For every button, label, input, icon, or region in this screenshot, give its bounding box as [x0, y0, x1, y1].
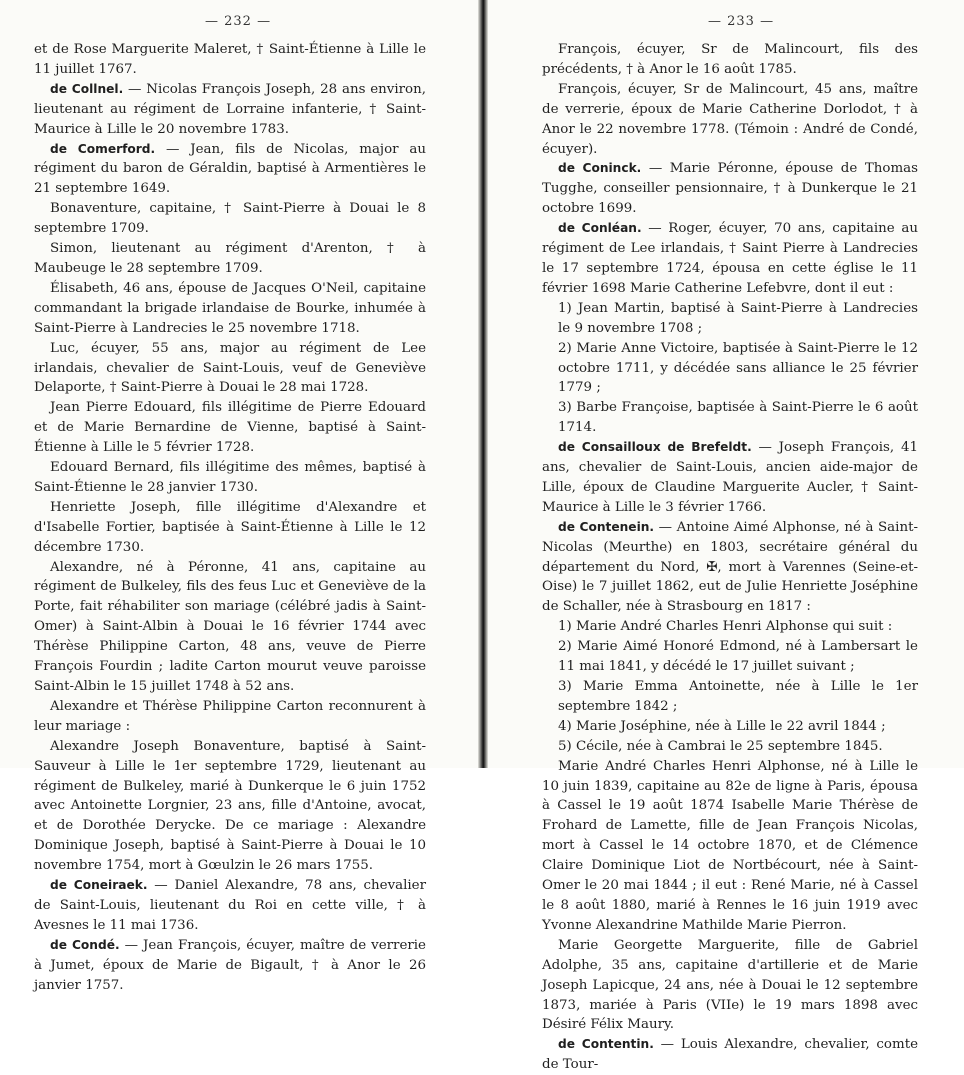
entry-text: François, écuyer, Sr de Malincourt, 45 ans, maître de verrerie, époux de Marie Catherine Dorlodot, † à Anor le 22 novembre 1778. (Témoin : André de Condé, écuyer). [542, 81, 918, 157]
list-item [542, 398, 918, 438]
entry-text: Henriette Joseph, fille illégitime d'Alexandre et d'Isabelle Fortier, baptisée à Saint-Étienne à Lille le 12 décembre 1730. [34, 499, 426, 555]
entry-text: — Roger, écuyer, 70 ans, capitaine au régiment de Lee irlandais, † Saint Pierre à Landrecies le 17 septembre 1724, épousa en cette église le 11 février 1698 Marie Catherine Lefebvre, dont il eut : [542, 221, 918, 296]
entry-text: 3) Barbe Françoise, baptisée à Saint-Pierre le 6 août 1714. [558, 400, 918, 436]
entry-text: — Jean, fils de Nicolas, major au régiment du baron de Géraldin, baptisé à Armentières le 21 septembre 1649. [34, 141, 426, 197]
left-page [0, 0, 482, 993]
entry-text: Élisabeth, 46 ans, épouse de Jacques O'Neil, capitaine commandant la brigade irlandaise de Bourke, inhumée à Saint-Pierre à Landrecies le 25 novembre 1718. [34, 280, 426, 336]
entry-paragraph [542, 518, 918, 618]
entry-paragraph [34, 737, 426, 876]
page-text [34, 40, 426, 996]
family-name: de Coneiraek. [50, 878, 148, 893]
page-number: — 233 — [708, 14, 775, 29]
entry-paragraph [34, 876, 426, 936]
list-item [542, 677, 918, 717]
entry-text: — Louis Alexandre, chevalier, comte de Tour- [542, 1037, 919, 1073]
page-text [542, 40, 918, 1075]
entry-paragraph [34, 199, 426, 239]
family-name: de Comerford. [50, 141, 156, 156]
entry-paragraph [34, 458, 426, 498]
entry-text: 4) Marie Joséphine, née à Lille le 22 avril 1844 ; [558, 718, 886, 734]
entry-text: Marie André Charles Henri Alphonse, né à Lille le 10 juin 1839, capitaine au 82e de ligne à Paris, épousa à Cassel le 19 août 1874 Isabelle Marie Thérèse de Frohard de Lamette, fille de Jean François Nicolas, mort à Cassel le 14 octobre 1870, et de Clémence Claire Dominique Liot de Nortbécourt, née à Saint-Omer le 20 mai 1844 ; il eut : René Marie, né à Cassel le 8 août 1880, marié à Rennes le 16 juin 1919 avec Yvonne Alexandrine Mathilde Marie Pierron. [542, 758, 918, 933]
entry-paragraph [542, 438, 918, 518]
entry-text: 2) Marie Aimé Honoré Edmond, né à Lambersart le 11 mai 1841, y décédé le 17 juillet suivant ; [558, 639, 918, 675]
entry-text: 1) Jean Martin, baptisé à Saint-Pierre à Landrecies le 9 novembre 1708 ; [558, 300, 918, 336]
list-item [542, 339, 918, 399]
family-name: de Coninck. [558, 161, 642, 176]
entry-text: Alexandre, né à Péronne, 41 ans, capitaine au régiment de Bulkeley, fils des feus Luc et Geneviève de la Porte, fait réhabiliter son mariage (célébré jadis à Saint-Omer) à Saint-Albin à Douai le 16 février 1744 avec Thérèse Philippine Carton, 48 ans, veuve de Pierre François Fourdin ; ladite Carton mourut veuve paroisse Saint-Albin le 15 juillet 1748 à 52 ans. [34, 559, 426, 694]
entry-text: Alexandre et Thérèse Philippine Carton reconnurent à leur mariage : [34, 698, 426, 734]
entry-text: 2) Marie Anne Victoire, baptisée à Saint-Pierre le 12 octobre 1711, y décédée sans alliance le 25 février 1779 ; [558, 340, 918, 396]
list-item [542, 637, 918, 677]
family-name: de Conléan. [558, 221, 642, 236]
entry-paragraph [34, 498, 426, 558]
family-name: de Condé. [50, 937, 120, 952]
entry-text: Marie Georgette Marguerite, fille de Gabriel Adolphe, 35 ans, capitaine d'artillerie et de Marie Joseph Lapicque, 24 ans, née à Douai le 12 septembre 1873, mariée à Paris (VIIe) le 19 mars 1898 avec Désiré Félix Maury. [542, 937, 918, 1033]
entry-text: — Marie Péronne, épouse de Thomas Tugghe, conseiller pensionnaire, † à Dunkerque le 21 octobre 1699. [542, 161, 918, 217]
entry-text: — Daniel Alexandre, 78 ans, chevalier de Saint-Louis, lieutenant du Roi en cette ville, † à Avesnes le 11 mai 1736. [34, 878, 427, 933]
entry-paragraph [34, 239, 426, 279]
entry-paragraph [542, 757, 918, 936]
entry-paragraph [34, 936, 426, 996]
entry-text: et de Rose Marguerite Maleret, † Saint-Étienne à Lille le 11 juillet 1767. [34, 42, 426, 77]
entry-text: 1) Marie André Charles Henri Alphonse qui suit : [558, 619, 893, 635]
list-item [542, 737, 918, 757]
entry-text: Simon, lieutenant au régiment d'Arenton, † à Maubeuge le 28 septembre 1709. [34, 241, 426, 276]
family-name: de Collnel. [50, 81, 124, 96]
entry-paragraph [34, 558, 426, 697]
entry-text: François, écuyer, Sr de Malincourt, fils des précédents, † à Anor le 16 août 1785. [542, 42, 918, 77]
list-item [542, 617, 918, 637]
entry-text: — Jean François, écuyer, maître de verrerie à Jumet, époux de Marie de Bigault, † à Anor le 26 janvier 1757. [34, 937, 426, 993]
entry-paragraph [34, 140, 426, 200]
entry-paragraph [34, 40, 426, 80]
entry-paragraph [542, 1035, 918, 1075]
entry-text: — Antoine Aimé Alphonse, né à Saint-Nicolas (Meurthe) en 1803, secrétaire général du département du Nord, ✠, mort à Varennes (Seine-et-Oise) le 7 juillet 1862, eut de Julie Henriette Joséphine de Schaller, née à Strasbourg en 1817 : [542, 519, 918, 615]
entry-paragraph [542, 219, 918, 299]
entry-paragraph [542, 40, 918, 80]
entry-text: 5) Cécile, née à Cambrai le 25 septembre 1845. [558, 738, 883, 754]
entry-paragraph [34, 279, 426, 339]
entry-paragraph [542, 936, 918, 1036]
entry-text: Jean Pierre Edouard, fils illégitime de Pierre Edouard et de Marie Bernardine de Vienne, baptisé à Saint-Étienne à Lille le 5 février 1728. [34, 400, 426, 456]
entry-text: — Nicolas François Joseph, 28 ans environ, lieutenant au régiment de Lorraine infanterie, † Saint-Maurice à Lille le 20 novembre 1783. [34, 81, 426, 137]
page-number: — 232 — [205, 14, 272, 29]
family-name: de Contenein. [558, 519, 655, 534]
entry-text: — Joseph François, 41 ans, chevalier de Saint-Louis, ancien aide-major de Lille, époux de Claudine Marguerite Aucler, † Saint-Maurice à Lille le 3 février 1766. [542, 440, 918, 515]
entry-paragraph [34, 697, 426, 737]
entry-text: Edouard Bernard, fils illégitime des mêmes, baptisé à Saint-Étienne le 28 janvier 1730. [34, 460, 426, 495]
entry-paragraph [34, 339, 426, 399]
entry-text: Luc, écuyer, 55 ans, major au régiment de Lee irlandais, chevalier de Saint-Louis, veuf de Geneviève Delaporte, † Saint-Pierre à Douai le 28 mai 1728. [34, 340, 426, 396]
family-name: de Contentin. [558, 1037, 654, 1052]
entry-paragraph [542, 159, 918, 219]
entry-paragraph [34, 80, 426, 140]
right-page [486, 0, 964, 1073]
entry-text: 3) Marie Emma Antoinette, née à Lille le 1er septembre 1842 ; [558, 679, 918, 714]
entry-paragraph [542, 80, 918, 160]
entry-text: Alexandre Joseph Bonaventure, baptisé à Saint-Sauveur à Lille le 1er septembre 1729, lieutenant au régiment de Bulkeley, marié à Dunkerque le 6 juin 1752 avec Antoinette Lorgnier, 23 ans, fille d'Antoine, avocat, et de Dorothée Derycke. De ce mariage : Alexandre Dominique Joseph, baptisé à Saint-Pierre à Douai le 10 novembre 1754, mort à Gœulzin le 26 mars 1755. [34, 738, 426, 874]
list-item [542, 717, 918, 737]
entry-text: Bonaventure, capitaine, † Saint-Pierre à Douai le 8 septembre 1709. [34, 201, 426, 237]
family-name: de Consailloux de Brefeldt. [558, 440, 752, 455]
entry-paragraph [34, 398, 426, 458]
list-item [542, 299, 918, 339]
